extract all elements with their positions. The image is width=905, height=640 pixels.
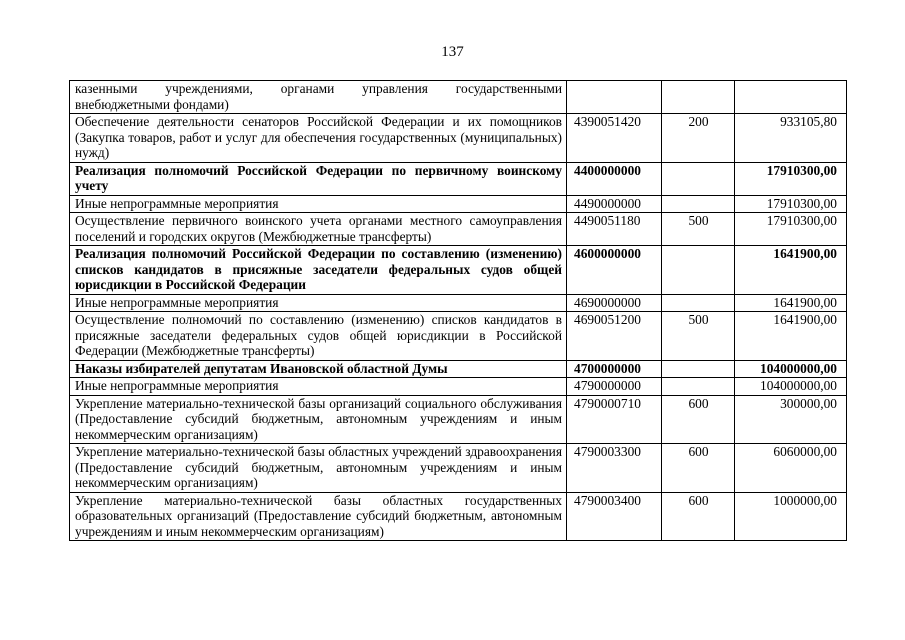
row-target-code: 4790003300: [567, 444, 662, 493]
row-target-code: 4690051200: [567, 312, 662, 361]
page-number: 137: [441, 44, 464, 60]
section-row: [70, 246, 847, 295]
row-amount: 104000000,00: [735, 360, 847, 378]
table-row: [70, 395, 847, 444]
row-amount: 300000,00: [735, 395, 847, 444]
table-row: [70, 81, 847, 114]
row-target-code: [567, 81, 662, 114]
row-amount: 933105,80: [735, 114, 847, 163]
row-expense-type: [662, 195, 735, 213]
row-description: Реализация полномочий Российской Федерации по первичному воинскому учету: [70, 162, 567, 195]
row-target-code: 4390051420: [567, 114, 662, 163]
row-description: Наказы избирателей депутатам Ивановской областной Думы: [70, 360, 567, 378]
row-amount: [735, 81, 847, 114]
row-expense-type: [662, 246, 735, 295]
row-amount: 1641900,00: [735, 246, 847, 295]
row-target-code: 4490000000: [567, 195, 662, 213]
table-row: [70, 444, 847, 493]
row-amount: 6060000,00: [735, 444, 847, 493]
table-row: [70, 114, 847, 163]
row-description: Укрепление материально-технической базы организаций социального обслуживания (Предоставление субсидий бюджетным, автономным учреждениям и иным некоммерческим организациям): [70, 395, 567, 444]
row-expense-type: 500: [662, 312, 735, 361]
row-target-code: 4400000000: [567, 162, 662, 195]
section-row: [70, 162, 847, 195]
table-row: [70, 378, 847, 396]
row-target-code: 4690000000: [567, 294, 662, 312]
row-expense-type: [662, 378, 735, 396]
table-row: [70, 195, 847, 213]
row-amount: 104000000,00: [735, 378, 847, 396]
table-row: [70, 294, 847, 312]
row-target-code: 4790003400: [567, 492, 662, 541]
row-amount: 17910300,00: [735, 195, 847, 213]
row-target-code: 4490051180: [567, 213, 662, 246]
row-description: Иные непрограммные мероприятия: [70, 378, 567, 396]
row-amount: 17910300,00: [735, 162, 847, 195]
row-expense-type: 600: [662, 492, 735, 541]
row-expense-type: 200: [662, 114, 735, 163]
table-row: [70, 213, 847, 246]
row-expense-type: 500: [662, 213, 735, 246]
row-amount: 1641900,00: [735, 294, 847, 312]
row-target-code: 4790000710: [567, 395, 662, 444]
row-target-code: 4700000000: [567, 360, 662, 378]
row-description: Осуществление полномочий по составлению (изменению) списков кандидатов в присяжные заседатели федеральных судов общей юрисдикции в Российской Федерации (Межбюджетные трансферты): [70, 312, 567, 361]
row-description: Укрепление материально-технической базы областных учреждений здравоохранения (Предоставление субсидий бюджетным, автономным учреждениям и иным некоммерческим организациям): [70, 444, 567, 493]
table-row: [70, 312, 847, 361]
row-description: Иные непрограммные мероприятия: [70, 294, 567, 312]
section-row: [70, 360, 847, 378]
row-description: Обеспечение деятельности сенаторов Российской Федерации и их помощников (Закупка товаров, работ и услуг для обеспечения государственных (муниципальных) нужд): [70, 114, 567, 163]
row-description: Осуществление первичного воинского учета органами местного самоуправления поселений и городских округов (Межбюджетные трансферты): [70, 213, 567, 246]
row-description: казенными учреждениями, органами управления государственными внебюджетными фондами): [70, 81, 567, 114]
table-row: [70, 492, 847, 541]
row-amount: 1641900,00: [735, 312, 847, 361]
row-description: Реализация полномочий Российской Федерации по составлению (изменению) списков кандидатов в присяжные заседатели федеральных судов общей юрисдикции в Российской Федерации: [70, 246, 567, 295]
row-target-code: 4600000000: [567, 246, 662, 295]
row-expense-type: [662, 294, 735, 312]
row-expense-type: 600: [662, 395, 735, 444]
budget-table: [69, 80, 847, 541]
row-expense-type: 600: [662, 444, 735, 493]
budget-table-body: [70, 81, 847, 541]
row-amount: 1000000,00: [735, 492, 847, 541]
row-description: Иные непрограммные мероприятия: [70, 195, 567, 213]
row-expense-type: [662, 81, 735, 114]
row-amount: 17910300,00: [735, 213, 847, 246]
row-target-code: 4790000000: [567, 378, 662, 396]
row-expense-type: [662, 360, 735, 378]
row-description: Укрепление материально-технической базы областных государственных образовательных организаций (Предоставление субсидий бюджетным, автономным учреждениям и иным некоммерческим организациям): [70, 492, 567, 541]
row-expense-type: [662, 162, 735, 195]
